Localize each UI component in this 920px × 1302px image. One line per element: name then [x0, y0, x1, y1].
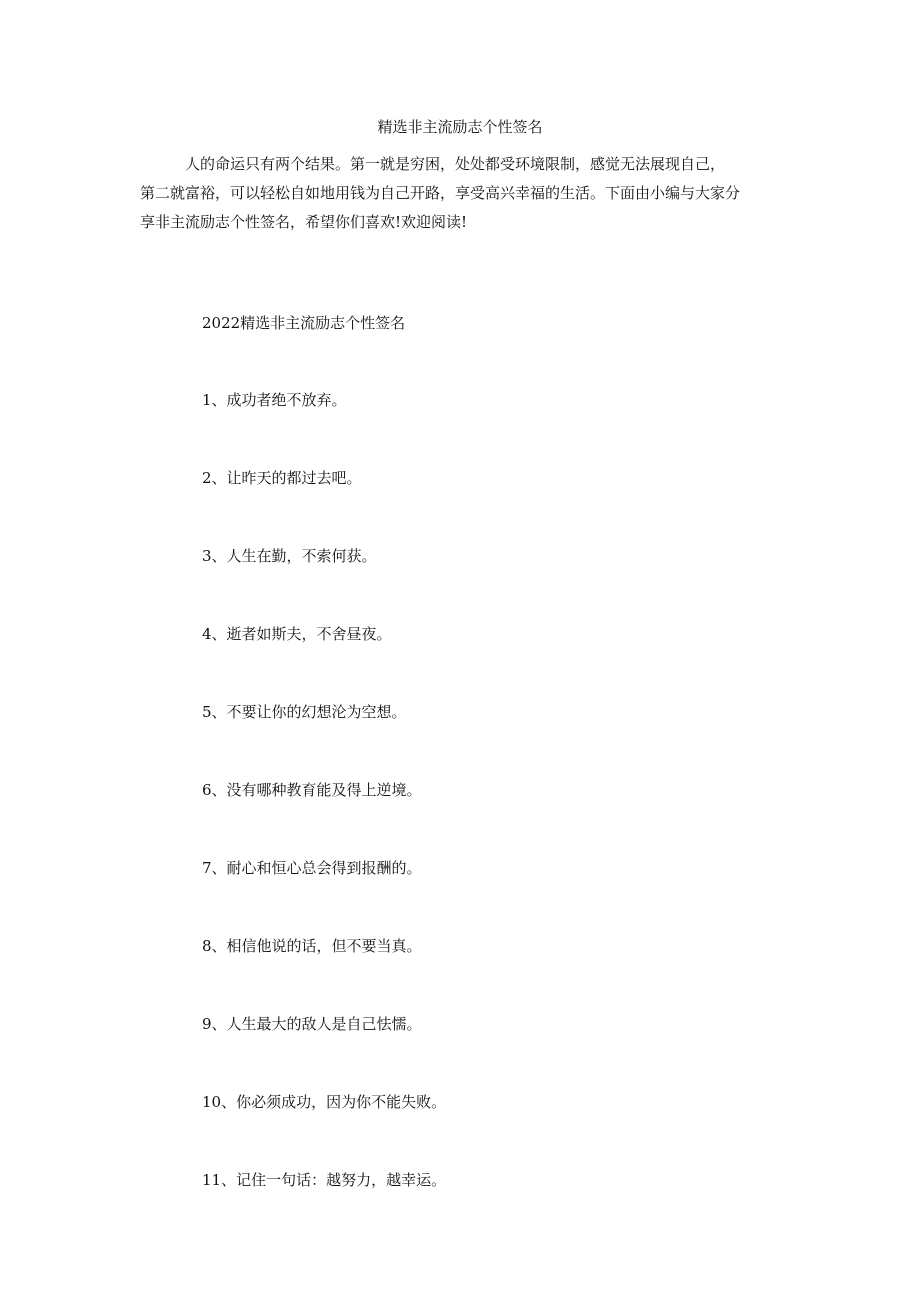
list-item: 2、让昨天的都过去吧。 — [202, 469, 362, 487]
list-item: 11、记住一句话：越努力，越幸运。 — [202, 1171, 447, 1189]
list-item: 1、成功者绝不放弃。 — [202, 391, 347, 409]
document-title: 精选非主流励志个性签名 — [377, 118, 543, 136]
list-item: 4、逝者如斯夫，不舍昼夜。 — [202, 625, 392, 643]
intro-paragraph — [140, 150, 790, 237]
intro-line: 第二就富裕，可以轻松自如地用钱为自己开路，享受高兴幸福的生活。下面由小编与大家分 — [140, 184, 741, 202]
list-item: 7、耐心和恒心总会得到报酬的。 — [202, 859, 422, 877]
list-item: 3、人生在勤，不索何获。 — [202, 547, 377, 565]
list-item: 9、人生最大的敌人是自己怯懦。 — [202, 1015, 422, 1033]
list-item: 10、你必须成功，因为你不能失败。 — [202, 1093, 447, 1111]
section-heading: 2022精选非主流励志个性签名 — [202, 314, 406, 332]
list-item: 5、不要让你的幻想沦为空想。 — [202, 703, 407, 721]
intro-line: 享非主流励志个性签名，希望你们喜欢!欢迎阅读! — [140, 213, 468, 231]
list-item: 6、没有哪种教育能及得上逆境。 — [202, 781, 422, 799]
list-item: 8、相信他说的话，但不要当真。 — [202, 937, 422, 955]
intro-line: 人的命运只有两个结果。第一就是穷困，处处都受环境限制，感觉无法展现自己， — [140, 155, 726, 173]
